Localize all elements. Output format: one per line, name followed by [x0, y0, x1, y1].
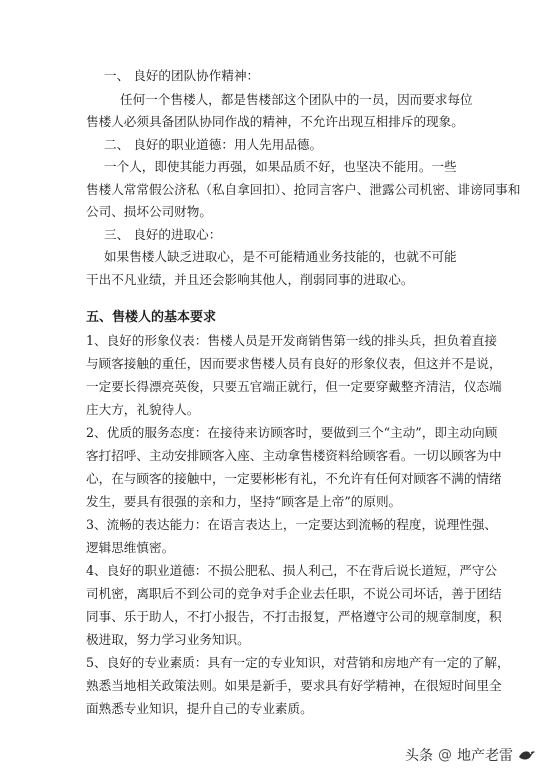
paragraph-line: 逻辑思维慎密。: [86, 540, 175, 555]
paragraph-line: 客打招呼、主动安排顾客入座、主动拿售楼资料给顾客看。一切以顾客为中: [86, 448, 502, 463]
section-title: 五、售楼人的基本要求: [86, 310, 217, 325]
paragraph-line: 庄大方，礼貌待人。: [86, 402, 200, 417]
paragraph-line: 熟悉当地相关政策法则。如果是新手，要求具有好学精神，在很短时间里全: [86, 678, 502, 693]
paragraph-line: 任何一个售楼人，都是售楼部这个团队中的一员，因而要求每位: [120, 92, 473, 107]
watermark-separator: @: [438, 747, 452, 763]
paragraph-line: 与顾客接触的重任，因而要求售楼人员有良好的形象仪表，但这并不是说，: [86, 356, 502, 371]
paragraph-line: 1、良好的形象仪表：售楼人员是开发商销售第一线的排头兵，担负着直接: [86, 333, 498, 348]
section-heading-2: 二、 良好的职业道德：用人先用品德。: [104, 137, 323, 152]
paragraph-line: 如果售楼人缺乏进取心，是不可能精通业务技能的，也就不可能: [104, 249, 457, 264]
paragraph-line: 4、良好的职业道德：不损公肥私、损人利己，不在背后说长道短，严守公: [86, 563, 498, 578]
watermark-author: 地产老雷: [457, 748, 513, 764]
paragraph-line: 一定要长得漂亮英俊，只要五官端正就行，但一定要穿戴整齐清洁，仪态端: [86, 379, 502, 394]
paragraph-line: 司机密，离职后不到公司的竞争对手企业去任职，不说公司坏话，善于团结: [86, 586, 502, 601]
paragraph-line: 干出不凡业绩，并且还会影响其他人，削弱同事的进取心。: [86, 272, 414, 287]
paragraph-line: 心，在与顾客的接触中，一定要彬彬有礼，不允许有任何对顾客不满的情绪: [86, 471, 502, 486]
section-heading-3: 三、 良好的进取心：: [104, 227, 222, 242]
paragraph-line: 售楼人常常假公济私（私自拿回扣）、抢同言客户、泄露公司机密、诽谤同事和: [86, 182, 521, 197]
paragraph-line: 面熟悉专业知识，提升自己的专业素质。: [86, 701, 313, 716]
paragraph-line: 2、优质的服务态度：在接待来访顾客时，要做到三个“主动”，即主动向顾: [86, 425, 498, 440]
paragraph-line: 发生，要具有很强的亲和力，坚持“顾客是上帝”的原则。: [86, 494, 402, 509]
paragraph-line: 同事、乐于助人，不打小报告，不打击报复，严格遵守公司的规章制度，积: [86, 609, 502, 624]
watermark-platform: 头条: [405, 748, 433, 764]
section-heading-1: 一、 良好的团队协作精神：: [104, 68, 260, 83]
paragraph-line: 一个人，即使其能力再强，如果品质不好，也坚决不能用。一些: [104, 159, 457, 174]
paragraph-line: 售楼人必须具备团队协同作战的精神，不允许出现互相排斥的现象。: [86, 114, 464, 129]
paragraph-line: 公司、损坏公司财物。: [86, 204, 212, 219]
paragraph-line: 5、良好的专业素质：具有一定的专业知识，对营销和房地产有一定的了解，: [86, 655, 510, 670]
bird-logo-icon: [518, 748, 536, 762]
paragraph-line: 3、流畅的表达能力：在语言表达上，一定要达到流畅的程度，说理性强、: [86, 517, 498, 532]
watermark: [405, 745, 536, 765]
paragraph-line: 极进取，努力学习业务知识。: [86, 632, 250, 647]
